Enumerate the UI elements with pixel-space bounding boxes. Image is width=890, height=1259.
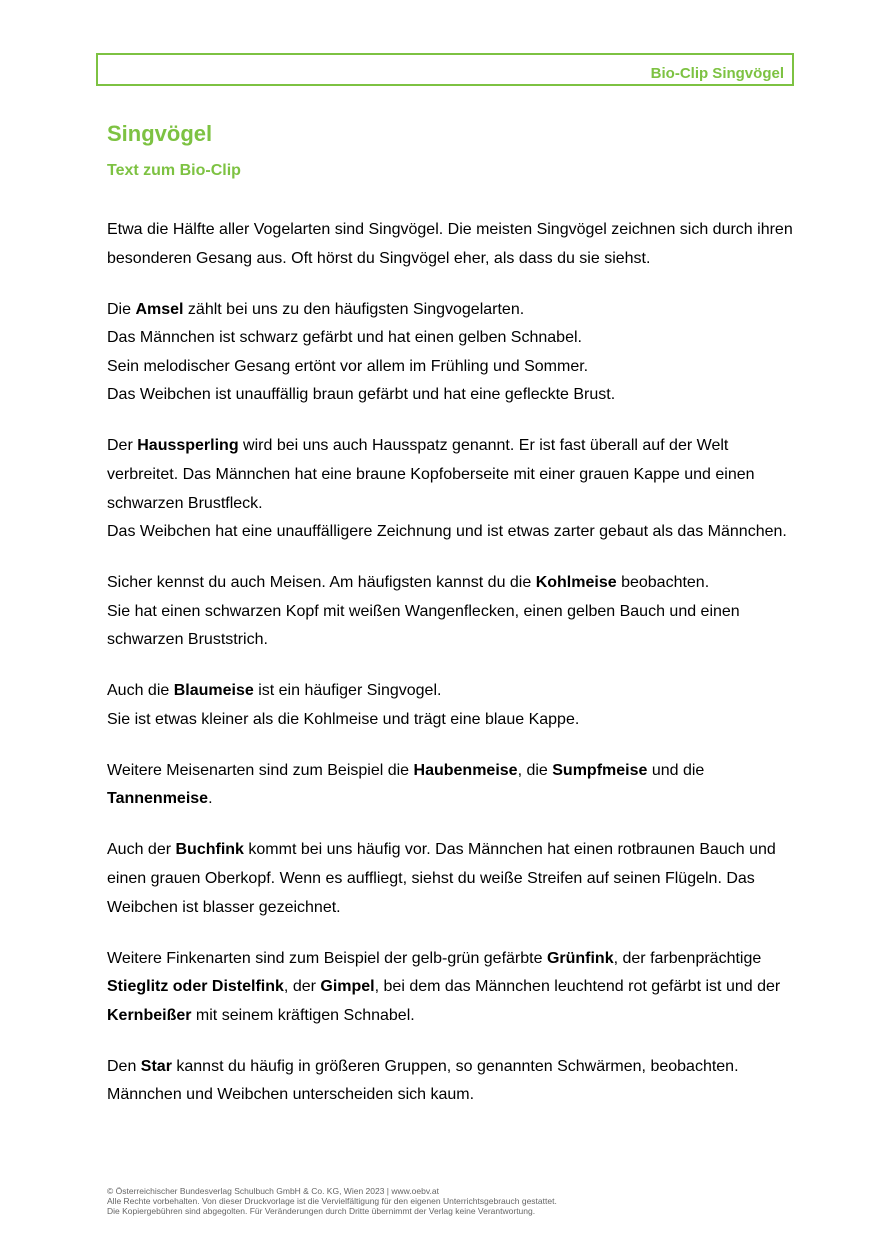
footer-copyright: © Österreichischer Bundesverlag Schulbuch GmbH & Co. KG, Wien 2023 | www.oebv.at <box>107 1186 439 1196</box>
species-name: Kohlmeise <box>535 574 617 592</box>
paragraph: Weitere Meisenarten sind zum Beispiel die Haubenmeise, die Sumpfmeise und die Tannenmeise. <box>107 761 705 808</box>
species-name: Amsel <box>135 300 184 318</box>
species-name: Kernbeißer <box>107 1006 192 1024</box>
species-name: Stieglitz oder Distelfink <box>107 978 284 996</box>
footer <box>107 1186 557 1216</box>
paragraph: Weitere Finkenarten sind zum Beispiel der gelb-grün gefärbte Grünfink, der farbenprächtige Stieglitz oder Distelfink, der Gimpel, bei dem das Männchen leuchtend rot gefärbt ist und der Kernbeißer mit seinem kräftigen Schnabel. <box>107 949 781 1024</box>
paragraph: Sicher kennst du auch Meisen. Am häufigsten kannst du die Kohlmeise beobachten. Sie hat einen schwarzen Kopf mit weißen Wangenflecken, einen gelben Bauch und einen schwarzen Bruststrich. <box>107 574 740 649</box>
paragraph: Etwa die Hälfte aller Vogelarten sind Singvögel. Die meisten Singvögel zeichnen sich durch ihren besonderen Gesang aus. Oft hörst du Singvögel eher, als dass du sie siehst. <box>107 221 793 267</box>
paragraph: Den Star kannst du häufig in größeren Gruppen, so genannten Schwärmen, beobachten. Männchen und Weibchen unterscheiden sich kaum. <box>107 1057 739 1104</box>
body-text <box>107 216 797 1132</box>
species-name: Haussperling <box>137 437 239 455</box>
paragraph: Die Amsel zählt bei uns zu den häufigsten Singvogelarten. Das Männchen ist schwarz gefärbt und hat einen gelben Schnabel. Sein melodischer Gesang ertönt vor allem im Frühling und Sommer. Das Weibchen ist unauffällig braun gefärbt und hat eine gefleckte Brust. <box>107 300 616 404</box>
page-title: Singvögel <box>107 121 213 146</box>
paragraph: Der Haussperling wird bei uns auch Hausspatz genannt. Er ist fast überall auf der Welt verbreitet. Das Männchen hat eine braune Kopfoberseite mit einer grauen Kappe und einen schwarzen Brustfleck. Das Weibchen hat eine unauffälligere Zeichnung und ist etwas zarter gebaut als das Männchen. <box>107 437 787 541</box>
footer-disclaimer: Die Kopiergebühren sind abgegolten. Für Veränderungen durch Dritte übernimmt der Verlag keine Verantwortung. <box>107 1206 536 1216</box>
species-name: Sumpfmeise <box>552 761 648 779</box>
footer-rights: Alle Rechte vorbehalten. Von dieser Druckvorlage ist die Vervielfältigung für den eigenen Unterrichtsgebrauch gestattet. <box>107 1196 557 1206</box>
paragraph: Auch die Blaumeise ist ein häufiger Singvogel. Sie ist etwas kleiner als die Kohlmeise und trägt eine blaue Kappe. <box>107 682 580 728</box>
species-name: Tannenmeise <box>107 790 209 808</box>
page-subtitle: Text zum Bio-Clip <box>107 162 241 179</box>
species-name: Haubenmeise <box>413 761 518 779</box>
header-title: Bio-Clip Singvögel <box>650 65 784 82</box>
paragraph: Auch der Buchfink kommt bei uns häufig vor. Das Männchen hat einen rotbraunen Bauch und einen grauen Oberkopf. Wenn es auffliegt, siehst du weiße Streifen auf seinen Flügeln. Das Weibchen ist blasser gezeichnet. <box>107 841 776 916</box>
species-name: Grünfink <box>546 949 614 967</box>
species-name: Blaumeise <box>173 682 254 700</box>
header-box <box>96 53 794 86</box>
species-name: Star <box>140 1057 172 1075</box>
species-name: Buchfink <box>175 841 244 859</box>
species-name: Gimpel <box>320 978 375 996</box>
